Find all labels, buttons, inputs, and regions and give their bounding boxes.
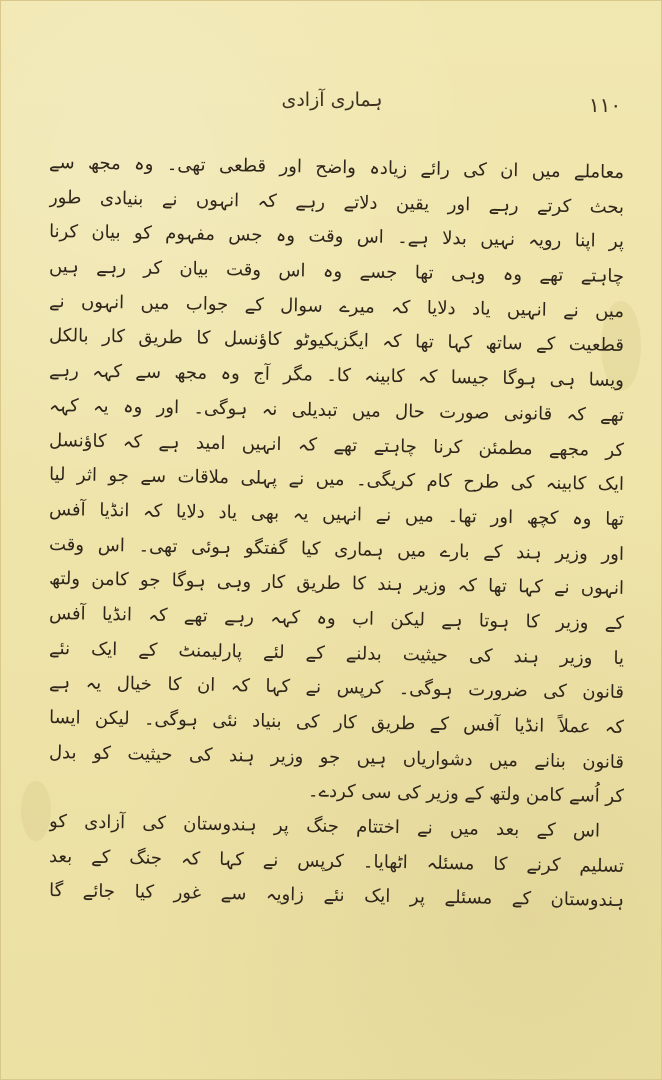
text-line: کر مجھے مطمئن کرنا چاہتے تھے کہ انہیں امید ہے کہ کاؤنسل (48, 429, 625, 461)
text-line: کر اُسے کامن ولتھ کے وزیر کی سی کردے۔ (307, 780, 625, 808)
text-line: ایک کابینہ کی طرح کام کریگی۔ میں نے پہلی ملاقات سے جو اثر لیا (48, 464, 625, 496)
text-line: قانون کی ضرورت ہوگی۔ کرپس نے کہا کہ ان کا خیال یہ ہے (48, 672, 625, 704)
text-line: بحث کرتے رہے اور یقین دلاتے رہے کہ انہوں نے بنیادی طور (48, 186, 625, 218)
text-line: معاملے میں ان کی رائے زیادہ واضح اور قطعی تھی۔ وہ مجھ سے (48, 151, 625, 184)
text-line: تسلیم کرنے کا مسئلہ اٹھایا۔ کرپس نے کہا کہ جنگ کے بعد (48, 845, 625, 877)
text-line: میں نے انہیں یاد دلایا کہ میرے سوال کے جواب میں انہوں نے (48, 290, 625, 322)
text-line: اور وزیر ہند کے بارے میں ہماری کیا گفتگو ہوئی تھی۔ اس وقت (48, 533, 625, 565)
paper-stain (21, 781, 51, 841)
text-line: اس کے بعد میں نے اختتام جنگ پر ہندوستان کی آزادی کو (48, 811, 601, 842)
page-header (1, 89, 662, 129)
text-line: تھے کہ قانونی صورت حال میں تبدیلی نہ ہوگی۔ اور وہ یہ کہہ (48, 394, 625, 426)
text-line: چاہتے تھے وہ وہی تھا جسے وہ اس وقت بیان کر رہے ہیں (48, 256, 625, 288)
page-number: ۱۱۰ (588, 93, 622, 117)
text-line: ویسا ہی ہوگا جیسا کہ کابینہ کا۔ مگر آج وہ مجھ سے کہہ رہے (48, 360, 625, 392)
text-line: انہوں نے کہا تھا کہ وزیر ہند کا طریق کار وہی ہوگا جو کامن ولتھ (48, 568, 625, 600)
text-line: قطعیت کے ساتھ کہا تھا کہ ایگزیکیوٹو کاؤنسل کا طریق کار بالکل (48, 325, 625, 357)
text-line: پر اپنا رویہ نہیں بدلا ہے۔ اس وقت وہ جس مفہوم کو بیان کرنا (48, 221, 625, 253)
text-line: ہندوستان کے مسئلے پر ایک نئے زاویہ سے غور کیا جائے گا (48, 880, 625, 912)
text-line: تھا وہ کچھ اور تھا۔ میں نے انہیں یہ بھی یاد دلایا کہ انڈیا آفس (48, 498, 625, 530)
text-line: کہ عملاً انڈیا آفس کے طریق کار کی بنیاد نئی ہوگی۔ لیکن ایسا (48, 706, 625, 739)
body-text (49, 151, 624, 1021)
text-line: قانون بنانے میں دشواریاں ہیں جو وزیر ہند کی حیثیت کو بدل (48, 741, 625, 773)
running-title: ہماری آزادی (281, 89, 383, 111)
text-line: کے وزیر کا ہوتا ہے لیکن اب وہ کہہ رہے تھے کہ انڈیا آفس (48, 602, 625, 634)
text-line: یا وزیر ہند کی حیثیت بدلنے کے لئے پارلیمنٹ کے ایک نئے (48, 637, 625, 669)
